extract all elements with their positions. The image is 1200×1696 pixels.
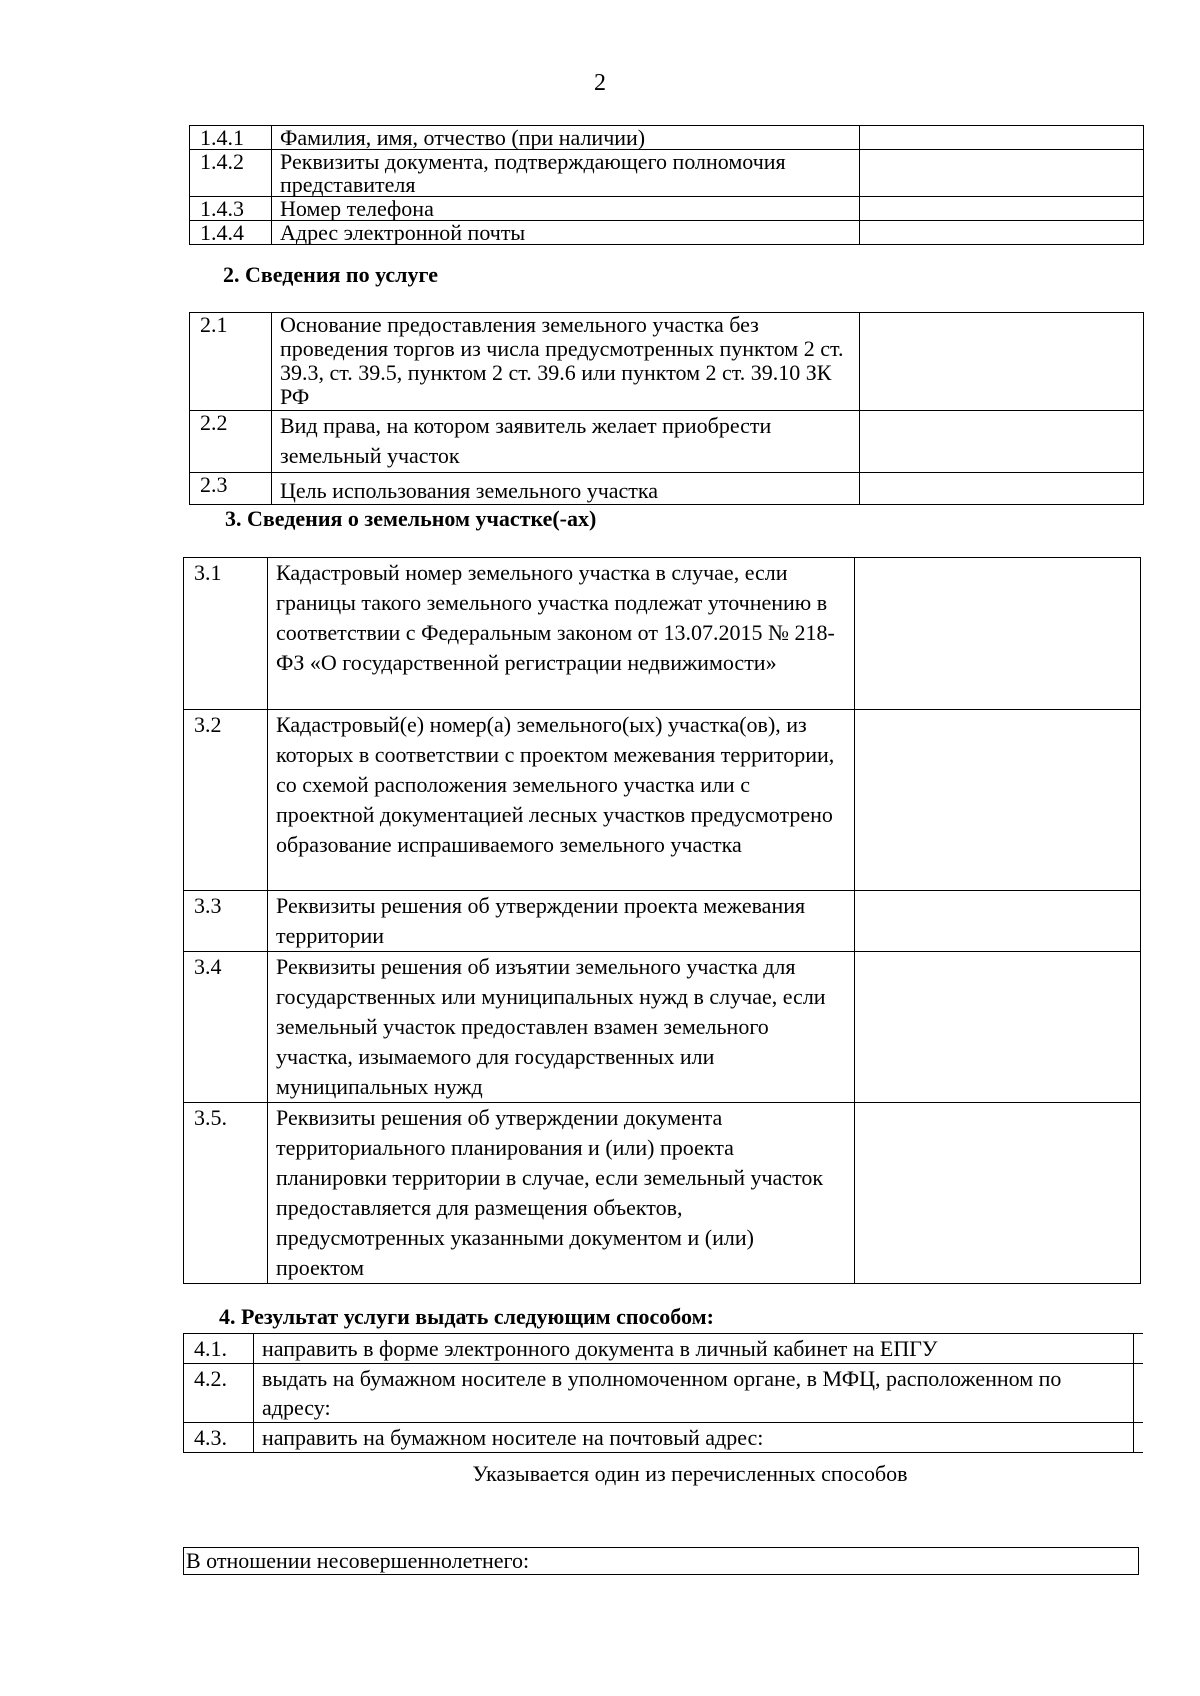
table-row — [184, 1364, 1144, 1423]
section-2-heading: 2. Сведения по услуге — [223, 262, 438, 287]
row-number: 2.1 — [190, 313, 272, 411]
row-number: 1.4.1 — [190, 126, 272, 150]
method-note: Указывается один из перечисленных способов — [472, 1461, 908, 1486]
service-table — [189, 312, 1144, 505]
table-row — [190, 313, 1144, 411]
table-row — [184, 891, 1141, 952]
representative-table — [189, 125, 1144, 245]
row-label: Цель использования земельного участка — [272, 473, 860, 505]
value-cell[interactable] — [855, 891, 1141, 952]
value-cell[interactable] — [860, 473, 1144, 505]
row-label: Реквизиты решения об утверждении документа территориального планирования и (или) проекта планировки территории в случае, если земельный участок предоставляется для размещения объектов, предусмотренных указанными документом и (или) проектом — [268, 1103, 855, 1284]
row-label: Реквизиты решения об изъятии земельного участка для государственных или муниципальных нужд в случае, если земельный участок предоставлен взамен земельного участка, изымаемого для государственных или муниципальных нужд — [268, 952, 855, 1103]
row-number: 1.4.4 — [190, 221, 272, 245]
row-number: 2.3 — [190, 473, 272, 505]
row-label: Кадастровый номер земельного участка в случае, если границы такого земельного участка подлежат уточнению в соответствии с Федеральным законом от 13.07.2015 № 218-ФЗ «О государственной регистрации недвижимости» — [268, 558, 855, 710]
row-number: 3.3 — [184, 891, 268, 952]
minor-field[interactable]: В отношении несовершеннолетнего: — [183, 1547, 1139, 1575]
table-row — [184, 1423, 1144, 1453]
checkbox-cell[interactable] — [1134, 1364, 1144, 1423]
table-row — [184, 710, 1141, 891]
land-plot-table — [183, 557, 1141, 1284]
row-label: Реквизиты решения об утверждении проекта межевания территории — [268, 891, 855, 952]
row-number: 3.4 — [184, 952, 268, 1103]
result-method-table — [183, 1333, 1143, 1453]
row-number: 2.2 — [190, 411, 272, 473]
section-3-heading: 3. Сведения о земельном участке(-ах) — [225, 506, 597, 531]
row-number: 1.4.2 — [190, 150, 272, 197]
value-cell[interactable] — [855, 1103, 1141, 1284]
row-number: 1.4.3 — [190, 197, 272, 221]
row-label: Номер телефона — [272, 197, 860, 221]
row-label: Основание предоставления земельного участка без проведения торгов из числа предусмотренных пунктом 2 ст. 39.3, ст. 39.5, пунктом 2 ст. 39.6 или пунктом 2 ст. 39.10 ЗК РФ — [272, 313, 860, 411]
row-label: направить на бумажном носителе на почтовый адрес: — [254, 1423, 1134, 1453]
row-label: направить в форме электронного документа в личный кабинет на ЕПГУ — [254, 1334, 1134, 1364]
row-number: 4.3. — [184, 1423, 254, 1453]
value-cell[interactable] — [860, 313, 1144, 411]
page-number: 2 — [594, 70, 606, 96]
row-number: 3.1 — [184, 558, 268, 710]
table-row — [190, 411, 1144, 473]
table-row — [184, 1334, 1144, 1364]
section-4-heading: 4. Результат услуги выдать следующим способом: — [219, 1304, 714, 1329]
row-label: Кадастровый(е) номер(а) земельного(ых) участка(ов), из которых в соответствии с проектом межевания территории, со схемой расположения земельного участка или с проектной документацией лесных участков предусмотрено образование испрашиваемого земельного участка — [268, 710, 855, 891]
table-row — [190, 197, 1144, 221]
value-cell[interactable] — [860, 197, 1144, 221]
row-label: Реквизиты документа, подтверждающего полномочия представителя — [272, 150, 860, 197]
value-cell[interactable] — [860, 126, 1144, 150]
row-label: Адрес электронной почты — [272, 221, 860, 245]
row-label: Вид права, на котором заявитель желает приобрести земельный участок — [272, 411, 860, 473]
value-cell[interactable] — [860, 221, 1144, 245]
value-cell[interactable] — [855, 558, 1141, 710]
table-row — [190, 150, 1144, 197]
table-row — [190, 473, 1144, 505]
checkbox-cell[interactable] — [1134, 1334, 1144, 1364]
row-label: выдать на бумажном носителе в уполномоченном органе, в МФЦ, расположенном по адресу: — [254, 1364, 1134, 1423]
table-row — [184, 1103, 1141, 1284]
table-row — [190, 221, 1144, 245]
row-label: Фамилия, имя, отчество (при наличии) — [272, 126, 860, 150]
row-number: 3.5. — [184, 1103, 268, 1284]
value-cell[interactable] — [855, 710, 1141, 891]
value-cell[interactable] — [860, 150, 1144, 197]
table-row — [190, 126, 1144, 150]
table-row — [184, 558, 1141, 710]
value-cell[interactable] — [855, 952, 1141, 1103]
table-row — [184, 952, 1141, 1103]
checkbox-cell[interactable] — [1134, 1423, 1144, 1453]
row-number: 4.1. — [184, 1334, 254, 1364]
value-cell[interactable] — [860, 411, 1144, 473]
row-number: 3.2 — [184, 710, 268, 891]
row-number: 4.2. — [184, 1364, 254, 1423]
